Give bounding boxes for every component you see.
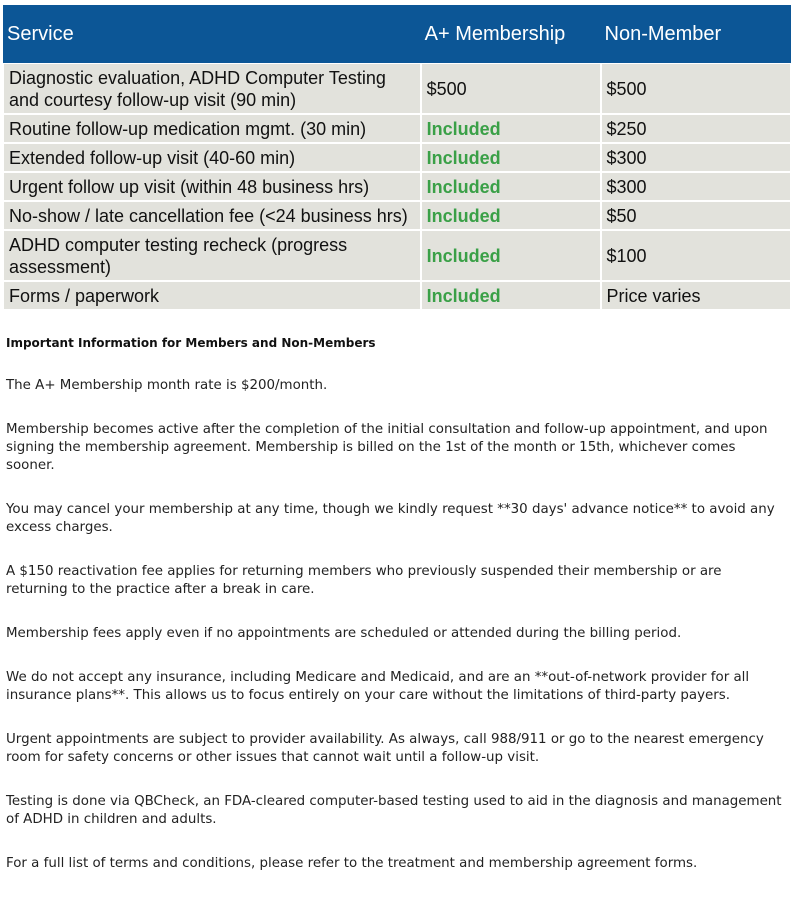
non-member-price-cell: $50 [601,201,792,230]
table-row [3,230,791,281]
non-member-price-cell: $300 [601,172,792,201]
info-section [6,334,786,873]
membership-price-cell: $500 [421,63,601,114]
table-row [3,143,791,172]
service-cell: No-show / late cancellation fee (<24 business hrs) [3,201,421,230]
header-membership: A+ Membership [421,5,601,63]
non-member-price-cell: $500 [601,63,792,114]
info-paragraph-terms: For a full list of terms and conditions, please refer to the treatment and membership agreement forms. [6,856,698,871]
info-paragraph-activation: Membership becomes active after the completion of the initial consultation and follow-up appointment, and upon signing the membership agreement. Membership is billed on the 1st of the month or 15th, whichever comes sooner. [6,422,768,473]
info-paragraph-testing: Testing is done via QBCheck, an FDA-cleared computer-based testing used to aid in the diagnosis and management of ADHD in children and adults. [6,794,782,827]
membership-included-cell: Included [421,230,601,281]
table-row [3,281,791,310]
info-paragraph-rate: The A+ Membership month rate is $200/month. [6,378,328,393]
non-member-price-cell: $300 [601,143,792,172]
info-paragraph-cancellation: You may cancel your membership at any time, though we kindly request **30 days' advance notice** to avoid any excess charges. [6,502,775,535]
table-row [3,172,791,201]
non-member-price-cell: $100 [601,230,792,281]
service-cell: Diagnostic evaluation, ADHD Computer Testing and courtesy follow-up visit (90 min) [3,63,421,114]
table-row [3,201,791,230]
info-paragraph-urgent: Urgent appointments are subject to provider availability. As always, call 988/911 or go to the nearest emergency room for safety concerns or other issues that cannot wait until a follow-up visit. [6,732,764,765]
service-cell: Urgent follow up visit (within 48 business hrs) [3,172,421,201]
info-paragraph-fees: Membership fees apply even if no appointments are scheduled or attended during the billing period. [6,626,682,641]
non-member-price-cell: Price varies [601,281,792,310]
non-member-price-cell: $250 [601,114,792,143]
header-service: Service [3,5,421,63]
membership-included-cell: Included [421,114,601,143]
membership-included-cell: Included [421,201,601,230]
service-cell: ADHD computer testing recheck (progress assessment) [3,230,421,281]
service-cell: Routine follow-up medication mgmt. (30 min) [3,114,421,143]
header-non-member: Non-Member [601,5,792,63]
table-header-row [3,5,791,63]
pricing-table [3,5,791,310]
info-heading: Important Information for Members and Non-Members [6,336,376,350]
table-row [3,63,791,114]
table-row [3,114,791,143]
info-paragraph-insurance: We do not accept any insurance, including Medicare and Medicaid, and are an **out-of-network provider for all insurance plans**. This allows us to focus entirely on your care without the limitations of third-party payers. [6,670,750,703]
membership-included-cell: Included [421,281,601,310]
membership-included-cell: Included [421,172,601,201]
membership-included-cell: Included [421,143,601,172]
info-paragraph-reactivation: A $150 reactivation fee applies for returning members who previously suspended their membership or are returning to the practice after a break in care. [6,564,722,597]
service-cell: Forms / paperwork [3,281,421,310]
service-cell: Extended follow-up visit (40-60 min) [3,143,421,172]
